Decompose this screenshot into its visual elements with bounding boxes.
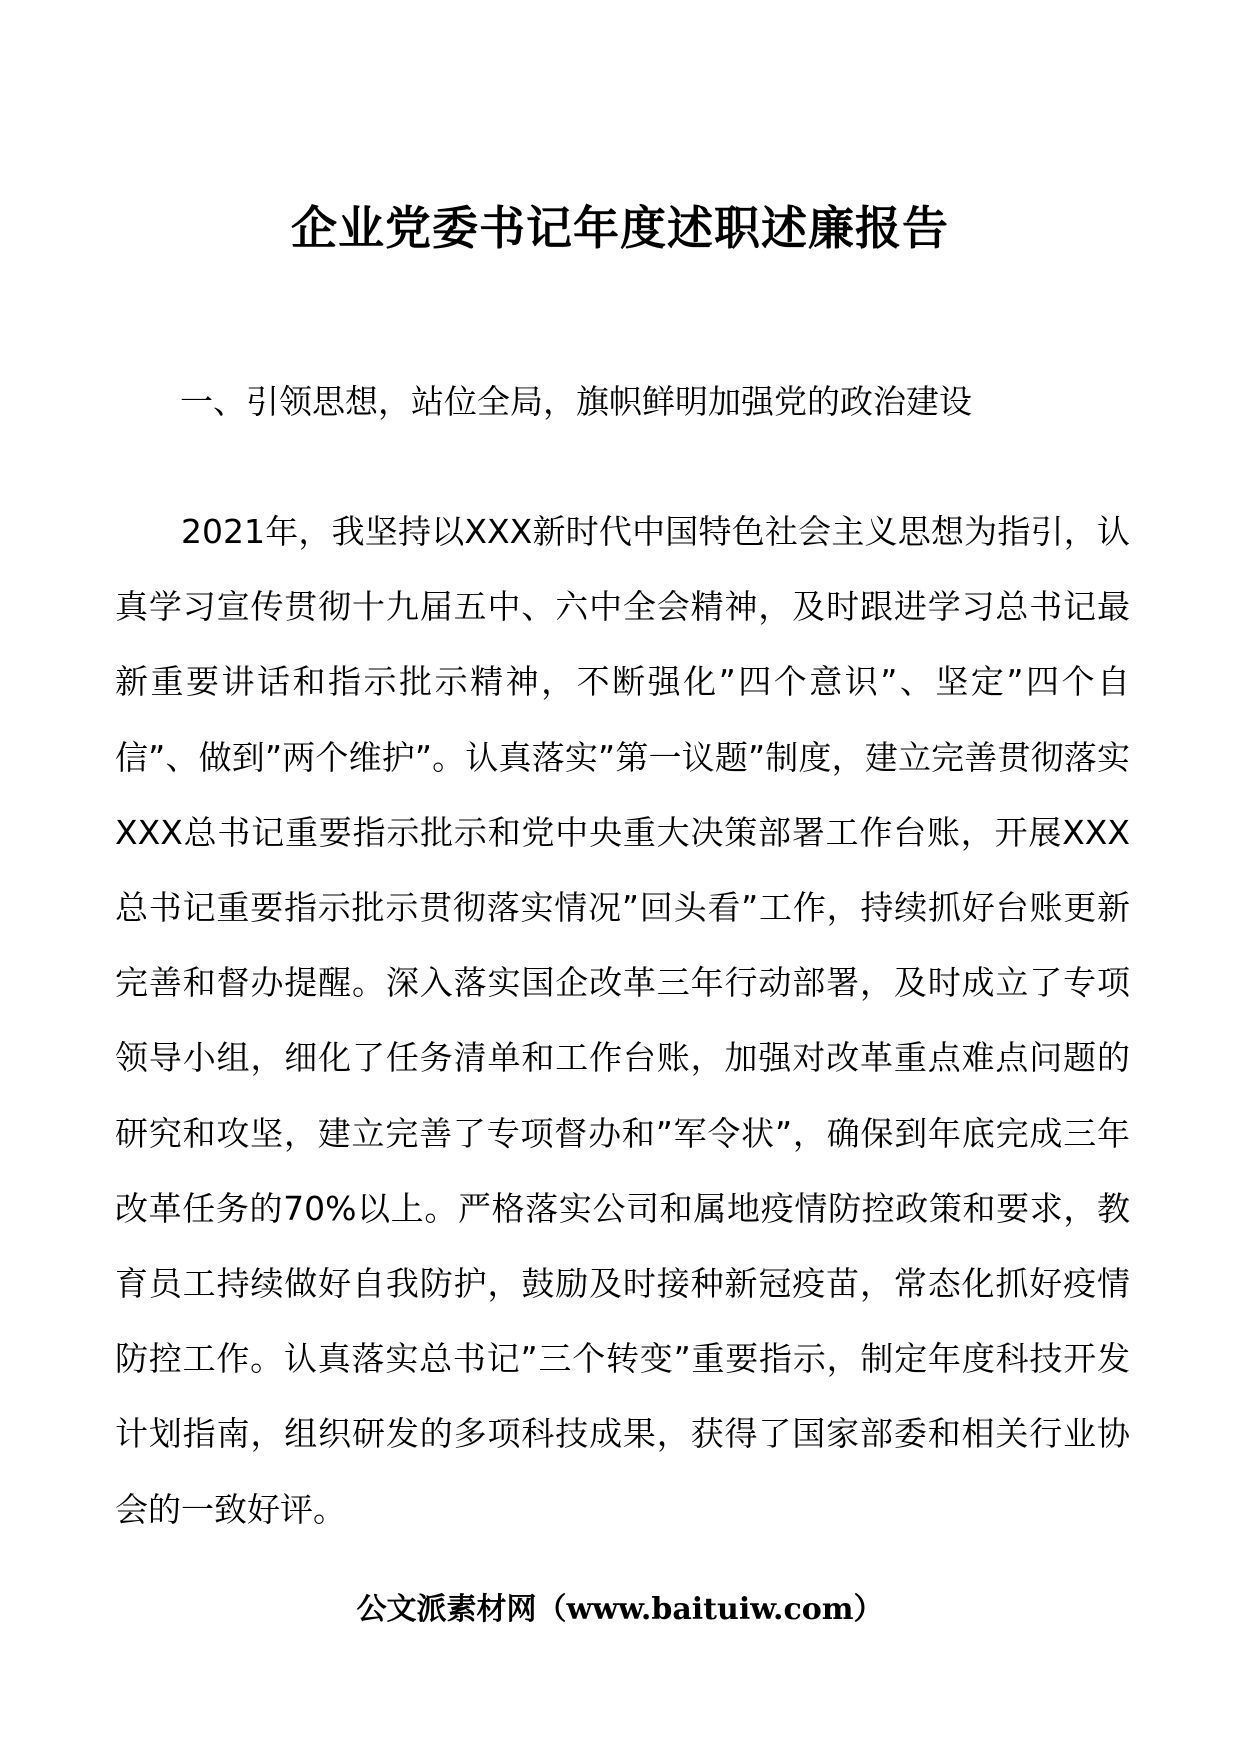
section-heading: 一、引领思想，站位全局，旗帜鲜明加强党的政治建设 xyxy=(180,382,972,421)
footer-watermark: 公文派素材网（www.baituiw.com） xyxy=(356,1592,884,1627)
document-title: 企业党委书记年度述职述廉报告 xyxy=(291,201,949,255)
body-paragraph: 2021年，我坚持以XXX新时代中国特色社会主义思想为指引，认真学习宣传贯彻十九届五中、六中全会精神，及时跟进学习总书记最新重要讲话和指示批示精神，不断强化”四个意识”、坚定”四个自信”、做到”两个维护”。认真落实”第一议题”制度，建立完善贯彻落实XXX总书记重要指示批示和党中央重大决策部署工作台账，开展XXX总书记重要指示批示贯彻落实情况”回头看”工作，持续抓好台账更新完善和督办提醒。深入落实国企改革三年行动部署，及时成立了专项领导小组，细化了任务清单和工作台账，加强对改革重点难点问题的研究和攻坚，建立完善了专项督办和”军令状”，确保到年底完成三年改革任务的70%以上。严格落实公司和属地疫情防控政策和要求，教育员工持续做好自我防护，鼓励及时接种新冠疫苗，常态化抓好疫情防控工作。认真落实总书记”三个转变”重要指示，制定年度科技开发计划指南，组织研发的多项科技成果，获得了国家部委和相关行业协会的一致好评。 xyxy=(115,512,1130,1529)
